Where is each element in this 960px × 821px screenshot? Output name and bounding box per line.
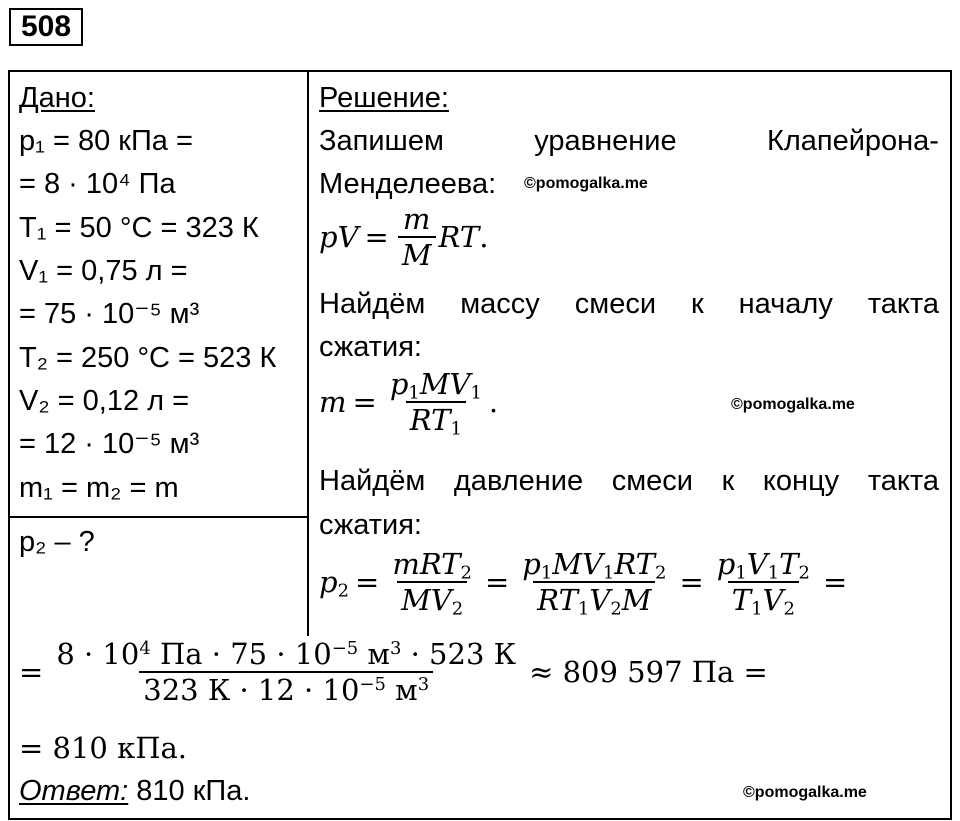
answer-label: Ответ: — [19, 775, 129, 807]
solution-header: Решение: — [319, 82, 449, 114]
watermark-1: ©pomogalka.me — [524, 175, 648, 192]
pressure-word-1: Найдём — [319, 465, 426, 497]
pressure-word-5: концу — [762, 465, 840, 497]
answer-value: 810 кПа. — [128, 775, 251, 807]
intro-text-line-1 — [319, 127, 939, 156]
pressure-word-6: такта — [867, 465, 939, 497]
numeric-equation: = $\frac{8 \cdot 10^4 Па \cdot 75 \cdot 10^{-5} м^3 \cdot 523 К}{323 К \cdot 12 \cdot 10^{-5} м^3}$ ≈ 809 597 Па = — [19, 637, 768, 707]
watermark-3: ©pomogalka.me — [743, 784, 867, 801]
given-line-1: p₁ = 80 кПа = — [19, 125, 193, 157]
given-line-6: T₂ = 250 °C = 523 К — [19, 342, 277, 374]
mass-text-line-2: сжатия: — [319, 331, 422, 363]
given-header: Дано: — [19, 82, 95, 114]
watermark-2: ©pomogalka.me — [731, 396, 855, 413]
column-divider — [307, 70, 309, 636]
given-line-5: = 75 · 10⁻⁵ м³ — [19, 298, 200, 330]
mass-word-4: к — [691, 288, 704, 320]
pressure-word-2: давление — [453, 465, 584, 497]
given-line-4: V₁ = 0,75 л = — [19, 255, 188, 287]
pressure-word-4: к — [721, 465, 735, 497]
pressure-word-3: смеси — [611, 465, 693, 497]
intro-word-3: Клапейрона- — [766, 125, 939, 157]
result-approx: ≈ 809 597 Па = — [529, 655, 768, 689]
table-left-border — [8, 70, 10, 820]
mass-word-1: Найдём — [319, 288, 426, 320]
mass-word-2: массу — [460, 288, 540, 320]
given-line-2: = 8 · 10⁴ Па — [19, 168, 176, 200]
given-line-3: T₁ = 50 °C = 323 К — [19, 212, 259, 244]
answer-line — [19, 777, 250, 806]
pressure-equation: $p_2$ = $\frac{mRT_2}{MV_2}$ = $\frac{p_1MV_1RT_2}{RT_1V_2M}$ = $\frac{p_1V_1T_2}{T_1V_2}$ = — [319, 547, 848, 620]
mass-word-6: такта — [867, 288, 939, 320]
given-line-7: V₂ = 0,12 л = — [19, 385, 190, 417]
mass-text-line-1 — [319, 290, 939, 319]
intro-text-line-2: Менделеева: — [319, 168, 497, 200]
mass-word-3: смеси — [574, 288, 657, 320]
mass-word-5: началу — [738, 288, 833, 320]
given-line-8: = 12 · 10⁻⁵ м³ — [19, 428, 200, 460]
mass-equation: m = $\frac{p_1MV_1}{RT_1}$ . — [319, 367, 499, 440]
clapeyron-equation: pV = $\frac{m}{M}$ RT. — [319, 202, 489, 272]
table-bottom-border — [8, 818, 952, 820]
intro-word-2: уравнение — [534, 125, 677, 157]
result-final: = 810 кПа. — [19, 731, 188, 765]
problem-number: 508 — [9, 8, 83, 46]
find-line: p₂ – ? — [19, 526, 95, 558]
pressure-text-line-2: сжатия: — [319, 509, 422, 541]
table-right-border — [950, 70, 952, 820]
given-find-divider — [8, 516, 309, 518]
given-line-9: m₁ = m₂ = m — [19, 472, 179, 504]
table-top-border — [8, 70, 952, 72]
pressure-text-line-1 — [319, 467, 939, 496]
intro-word-1: Запишем — [319, 125, 444, 157]
